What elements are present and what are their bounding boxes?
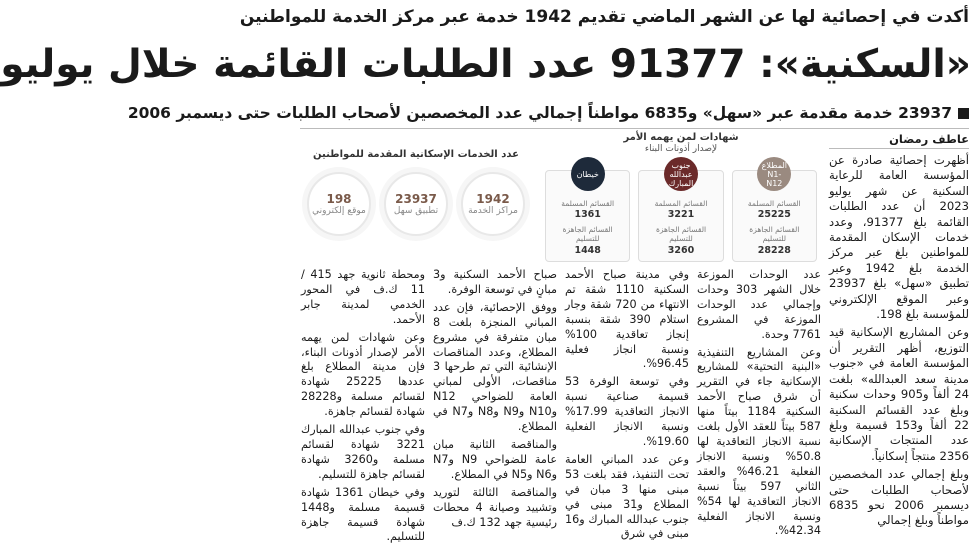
bullet-square-icon bbox=[958, 108, 969, 119]
paragraph: ووفق الإحصائية، فإن عدد المباني المنجزة بلغت 8 مبان متفرقة في مشروع المطلاع، وعدد المناقصات الإنشائية التي تم طرحها 3 مناقصات، الأولى لمباني العامة للضواحي N12 وN10 وN9 وN8 وN7 في المطلاع. bbox=[433, 300, 557, 434]
ready-label: القسائم الجاهزة للتسليم bbox=[655, 225, 707, 243]
ready-label: القسائم الجاهزة للتسليم bbox=[562, 225, 613, 243]
service-label: تطبيق سهل bbox=[393, 205, 439, 216]
paragraph: وعن المشاريع الإسكانية قيد التوزيع، أظهر التقرير أن المؤسسة العامة في «جنوب مدينة سعد العبدالله» بلغت 24 ألفاً و905 وحدات سكنية وبلغ عدد القسائم السكنية 22 ألفاً و153 قسيمة وبلغ عدد المنتجات الإسكانية 2356 منتجاً إسكانياً. bbox=[829, 325, 969, 463]
delivered-value: 25225 bbox=[757, 209, 791, 220]
body-columns bbox=[301, 268, 822, 544]
delivered-label: القسائم المسلمة bbox=[747, 199, 801, 208]
service-stat bbox=[384, 172, 448, 236]
right-column-text bbox=[829, 153, 969, 528]
certificates-subtitle: لإصدار أذونات البناء bbox=[644, 144, 718, 154]
service-label: موقع إلكتروني bbox=[312, 205, 366, 216]
divider bbox=[300, 128, 969, 129]
article-headline: «السكنية»: 91377 عدد الطلبات القائمة خلال يوليو bbox=[0, 42, 971, 87]
service-label: مراكز الخدمة bbox=[468, 205, 518, 216]
area-badge: خيطان bbox=[571, 157, 605, 191]
service-value: 1942 bbox=[476, 191, 510, 206]
delivered-value: 3221 bbox=[667, 209, 695, 220]
paragraph: وفي مدينة صباح الأحمد السكنية 1110 شقة تم الانتهاء من 720 شقة وجار استلام 390 شقة بنسبة إنجاز تعاقدية 100% ونسبة انجاز فعلية 96.45%. bbox=[565, 268, 690, 371]
paragraph: عدد الوحدات الموزعة خلال الشهر 303 وحدات وإجمالي عدد الوحدات الموزعة في المشروع 7761 وحدة. bbox=[697, 268, 821, 341]
article-kicker: أكدت في إحصائية لها عن الشهر الماضي تقديم 1942 خدمة عبر مركز الخدمة للمواطنين bbox=[239, 7, 969, 27]
delivered-label: القسائم المسلمة bbox=[561, 199, 615, 208]
paragraph: والمناقصة الثالثة لتوريد وتشييد وصيانة 4 محطات رئيسية جهد 132 ك.ف bbox=[433, 485, 557, 529]
certificate-card bbox=[545, 170, 630, 262]
paragraph: أظهرت إحصائية صادرة عن المؤسسة العامة للرعاية السكنية عن شهر يوليو 2023 أن عدد الطلبات القائمة بلغ 91377، وعدد خدمات الإسكان المقدمة للمواطنين بلغ عبر مركز الخدمة بلغ 1942 وعبر تطبيق «سهل» بلغ 23937 وعبر الموقع الإلكتروني للمؤسسة بلغ 198. bbox=[829, 153, 969, 322]
paragraph: والمناقصة الثانية مبان عامة للضواحي N9 وN7 وN6 وN5 في المطلاع. bbox=[433, 437, 557, 481]
right-column bbox=[829, 132, 969, 528]
service-value: 23937 bbox=[395, 191, 437, 206]
delivered-label: القسائم المسلمة bbox=[654, 199, 708, 208]
ready-value: 1448 bbox=[574, 245, 601, 256]
delivered-value: 1361 bbox=[574, 209, 601, 220]
body-column bbox=[697, 268, 822, 538]
area-badge: جنوب عبدالله المبارك bbox=[664, 157, 698, 191]
certificates-title: شهادات لمن يهمه الأمر bbox=[623, 132, 739, 143]
article-subhead bbox=[127, 100, 969, 126]
services-panel bbox=[301, 132, 531, 264]
services-title: عدد الخدمات الإسكانية المقدمة للمواطنين bbox=[313, 149, 519, 160]
certificate-card bbox=[638, 160, 723, 262]
paragraph: صباح الأحمد السكنية و3 مبانٍ في توسعة الوفرة. bbox=[433, 268, 557, 296]
paragraph: وعن المشاريع التنفيذية «البنية التحتية» للمشاريع الإسكانية جاء في التقرير أن شرق صباح الأحمد السكنية 1184 بيتاً منها 587 بيتاً للعقد الأول بلغت نسبة الانجاز التعاقدية لها 50.8% ونسبة الانجاز الفعلية 46.21% والعقد الثاني 597 بيتاً نسبة الانجاز التعاقدية لها 54% ونسبة الانجاز الفعلية 42.34%. bbox=[697, 345, 822, 538]
certificate-card bbox=[732, 160, 817, 262]
body-column bbox=[433, 268, 557, 529]
service-value: 198 bbox=[326, 191, 352, 206]
ready-label: القسائم الجاهزة للتسليم bbox=[749, 225, 800, 243]
author-byline: عاطف رمضان bbox=[829, 132, 969, 149]
paragraph: وفي توسعة الوفرة 53 قسيمة صناعية نسبة الانجاز التعاقدية 17.99% ونسبة الانجاز الفعلية 19.60%. bbox=[565, 375, 689, 448]
infographic bbox=[301, 132, 821, 264]
paragraph: ومحطة ثانوية جهد 415 / 11 ك.ف في المحور الخدمي لمدينة جابر الأحمد. bbox=[301, 268, 425, 326]
paragraph: وفي خيطان 1361 شهادة قسيمة مسلمة و1448 شهادة قسيمة جاهزة للتسليم. bbox=[301, 485, 426, 544]
paragraph: وعن عدد المباني العامة تحت التنفيذ، فقد بلغت 53 مبنى منها 3 مبان في المطلاع و31 مبنى في جنوب عبدالله المبارك و16 مبنى في شرق bbox=[565, 452, 689, 541]
service-stat bbox=[461, 172, 525, 236]
certificates-panel bbox=[541, 132, 821, 264]
service-stat bbox=[307, 172, 371, 236]
paragraph: وفي جنوب عبدالله المبارك 3221 شهادة لقسائم مسلمة و3260 شهادة لقسائم جاهزة للتسليم. bbox=[301, 423, 425, 481]
ready-value: 28228 bbox=[757, 245, 791, 256]
subhead-text: 23937 خدمة مقدمة عبر «سهل» و6835 مواطناً إجمالي عدد المخصصين لأصحاب الطلبات حتى ديسمبر 2006 bbox=[127, 104, 952, 122]
ready-value: 3260 bbox=[667, 245, 695, 256]
body-column bbox=[565, 268, 690, 541]
area-badge: المطلاع N1-N12 bbox=[757, 157, 791, 191]
body-column bbox=[301, 268, 426, 544]
paragraph: وبلغ إجمالي عدد المخصصين لأصحاب الطلبات حتى ديسمبر 2006 نحو 6835 مواطناً وبلغ إجمالي bbox=[829, 467, 969, 528]
paragraph: وعن شهادات لمن يهمه الأمر لإصدار أذونات البناء، فإن مدينة المطلاع بلغ عددها 25225 شهادة لقسائم مسلمة و28228 شهادة لقسائم جاهزة. bbox=[301, 330, 425, 419]
